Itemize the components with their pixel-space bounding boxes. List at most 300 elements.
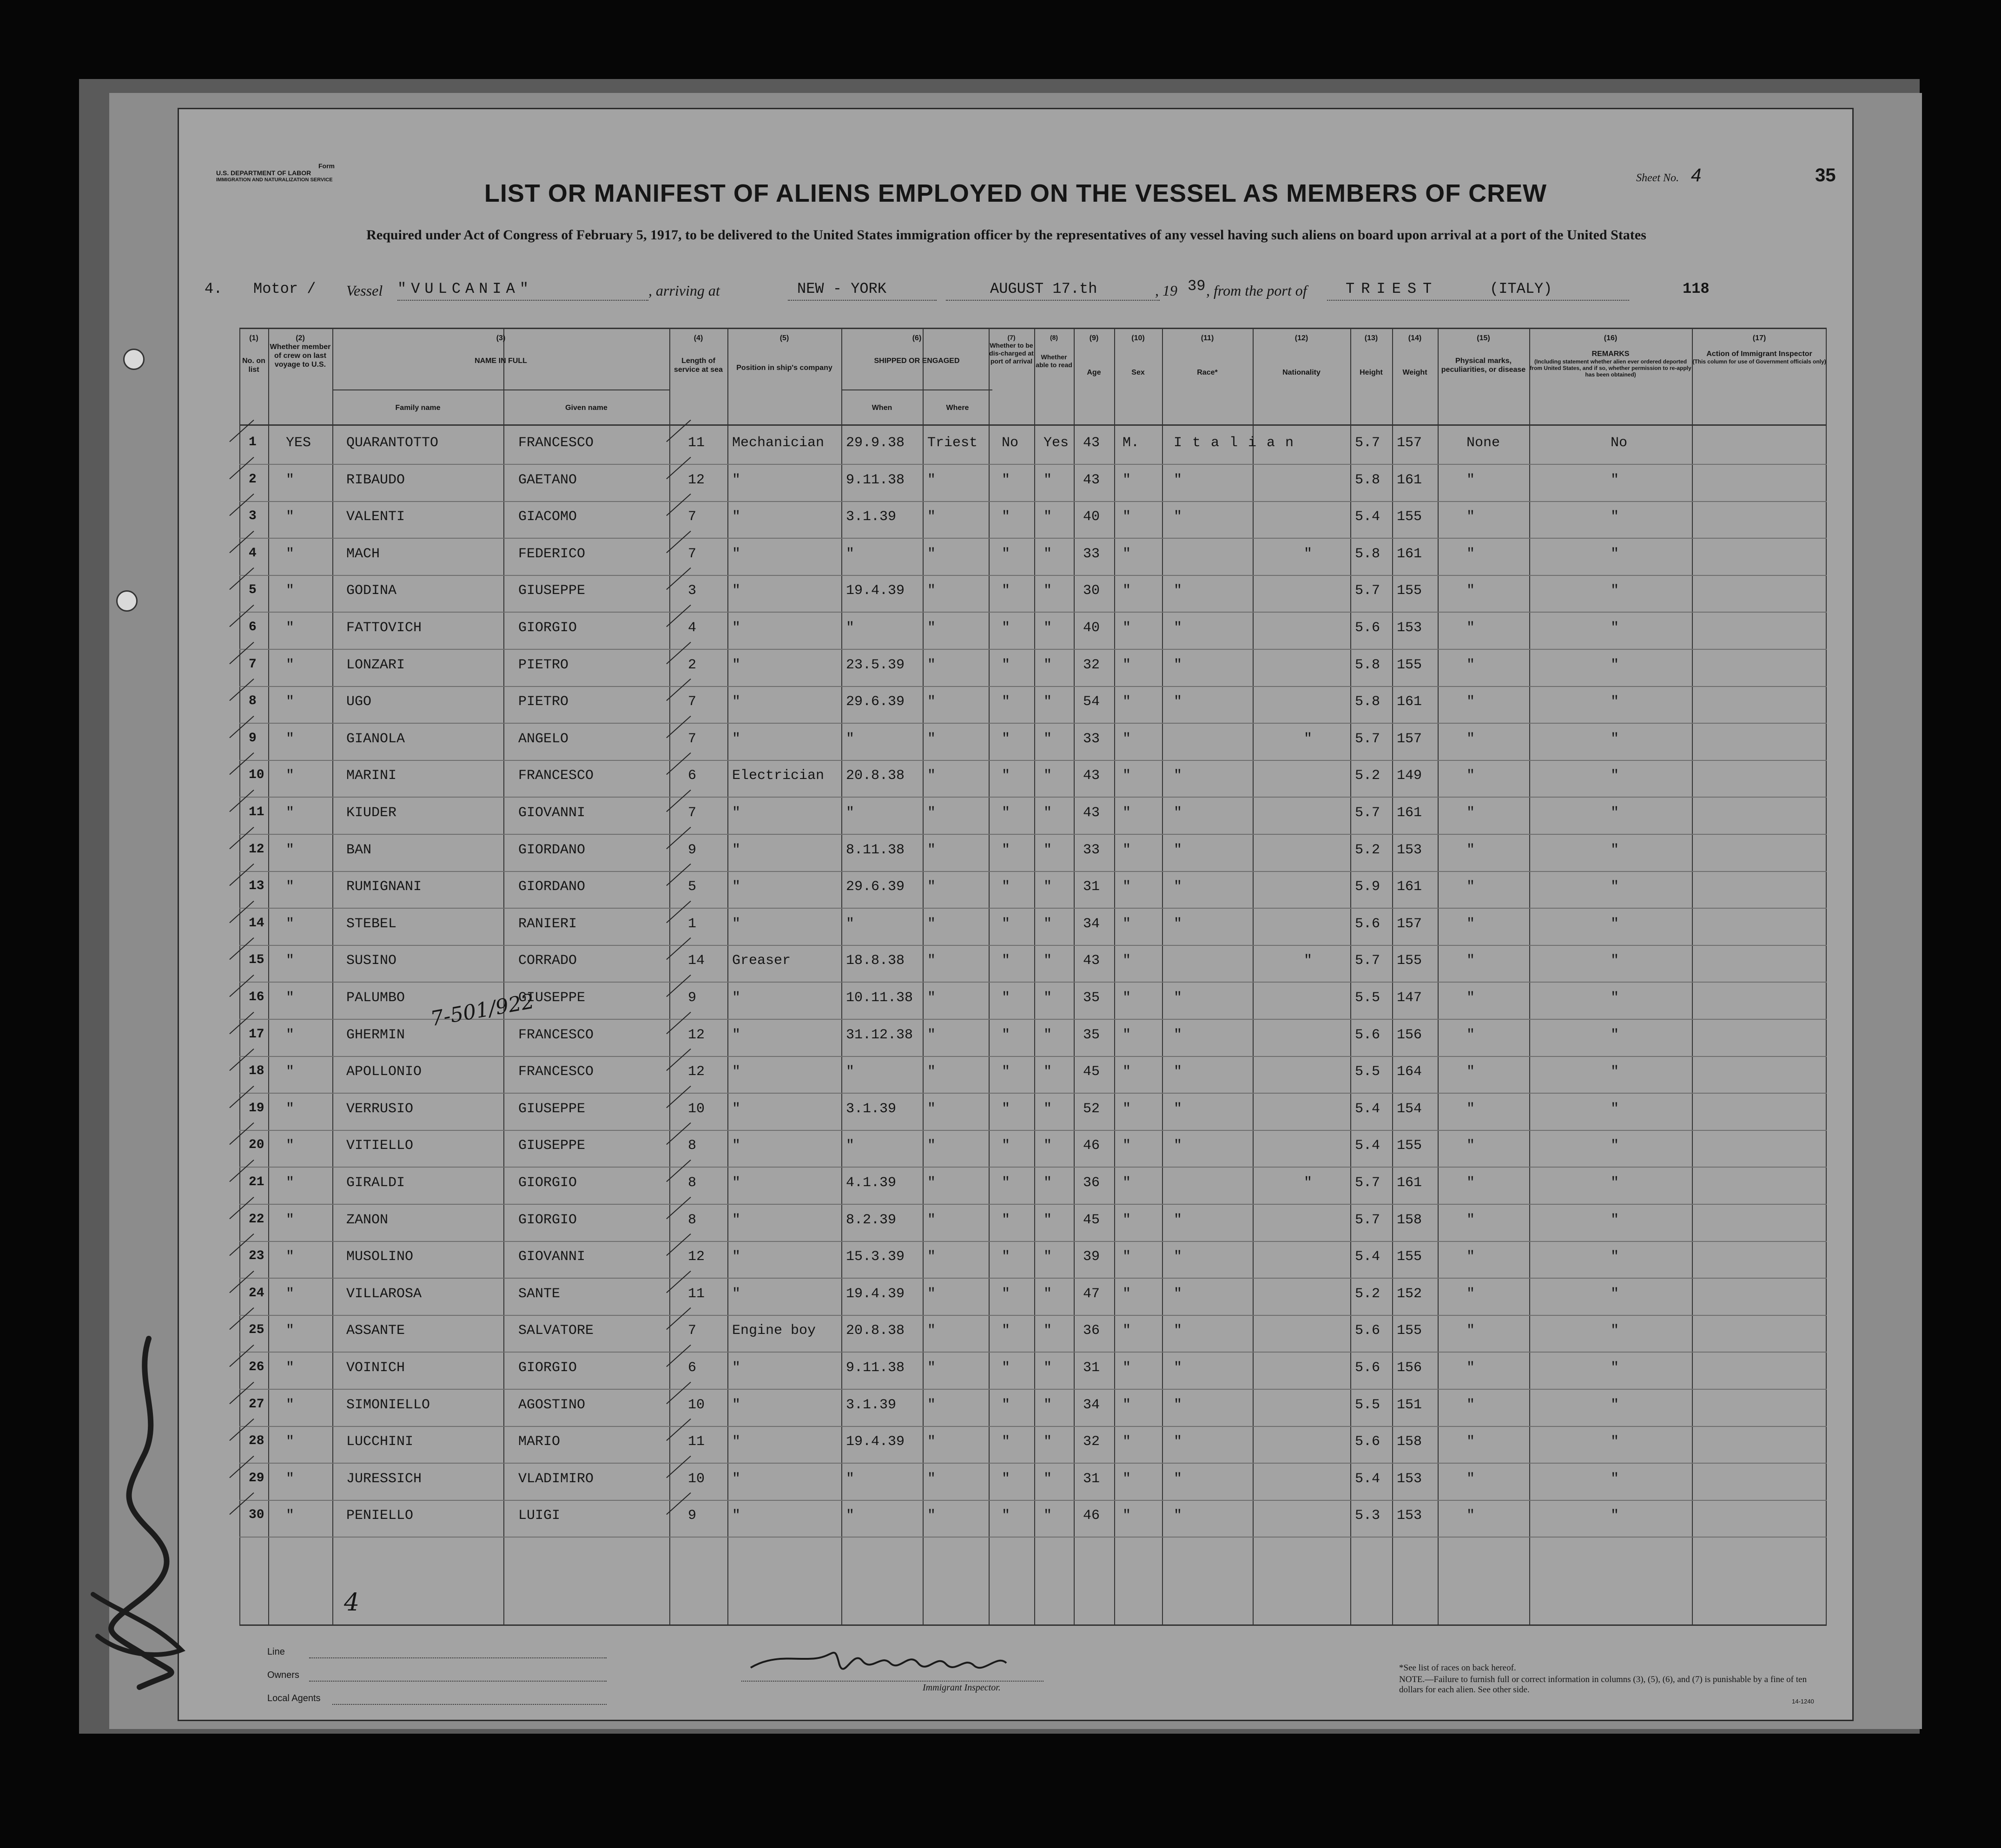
crew-row bbox=[239, 1463, 1827, 1501]
cell-given-name: SANTE bbox=[518, 1286, 561, 1302]
cell-sex: " bbox=[1123, 620, 1131, 636]
crew-row bbox=[239, 1019, 1827, 1057]
cell-discharged: " bbox=[1002, 805, 1010, 821]
cell-family-name: MUSOLINO bbox=[346, 1249, 414, 1265]
header-col12 bbox=[1253, 334, 1350, 377]
crew-row bbox=[239, 1241, 1827, 1279]
cell-service-length: 12 bbox=[688, 472, 705, 488]
cell-family-name: VERRUSIO bbox=[346, 1101, 414, 1117]
cell-able-to-read: " bbox=[1043, 1323, 1052, 1339]
cell-discharged: " bbox=[1002, 620, 1010, 636]
cell-last-voyage: " bbox=[286, 953, 295, 969]
cell-height: 5.6 bbox=[1355, 1027, 1380, 1043]
cell-age: 39 bbox=[1083, 1249, 1100, 1265]
cell-discharged: " bbox=[1002, 546, 1010, 562]
cell-sex: " bbox=[1123, 1323, 1131, 1339]
cell-physical-marks: " bbox=[1466, 1360, 1475, 1376]
cell-able-to-read: " bbox=[1043, 953, 1052, 969]
cell-service-length: 11 bbox=[688, 1286, 705, 1302]
cell-able-to-read: " bbox=[1043, 1471, 1052, 1487]
cell-physical-marks: " bbox=[1466, 1286, 1475, 1302]
cell-given-name: FEDERICO bbox=[518, 546, 586, 562]
cell-weight: 164 bbox=[1397, 1064, 1422, 1080]
arrival-year: 39 bbox=[1188, 277, 1206, 295]
cell-family-name: GODINA bbox=[346, 583, 397, 599]
cell-service-length: 9 bbox=[688, 990, 697, 1006]
cell-sex: M. bbox=[1123, 435, 1140, 451]
cell-weight: 157 bbox=[1397, 435, 1422, 451]
col6-label: SHIPPED OR ENGAGED bbox=[874, 357, 960, 365]
cell-physical-marks: " bbox=[1466, 879, 1475, 895]
cell-able-to-read: " bbox=[1043, 916, 1052, 932]
cell-weight: 155 bbox=[1397, 1323, 1422, 1339]
cell-shipped-where: " bbox=[927, 1360, 936, 1376]
cell-service-length: 7 bbox=[688, 731, 697, 747]
cell-able-to-read: " bbox=[1043, 842, 1052, 858]
cell-race: " bbox=[1174, 620, 1182, 636]
cell-shipped-where: " bbox=[927, 1471, 936, 1487]
cell-given-name: GIORGIO bbox=[518, 1175, 577, 1191]
cell-given-name: GIUSEPPE bbox=[518, 1138, 586, 1154]
cell-weight: 149 bbox=[1397, 768, 1422, 784]
cell-shipped-when: 19.4.39 bbox=[846, 583, 905, 599]
cell-given-name: GIOVANNI bbox=[518, 1249, 586, 1265]
cell-family-name: SUSINO bbox=[346, 953, 397, 969]
cell-given-name: GIORGIO bbox=[518, 1212, 577, 1228]
shipped-subheader-rule bbox=[841, 389, 992, 390]
cell-able-to-read: " bbox=[1043, 509, 1052, 525]
cell-position: " bbox=[732, 1249, 741, 1265]
cell-height: 5.8 bbox=[1355, 472, 1380, 488]
cell-height: 5.4 bbox=[1355, 1138, 1380, 1154]
cell-weight: 154 bbox=[1397, 1101, 1422, 1117]
cell-remarks: " bbox=[1611, 1212, 1619, 1228]
cell-service-length: 14 bbox=[688, 953, 705, 969]
cell-position: " bbox=[732, 1027, 741, 1043]
cell-position: Engine boy bbox=[732, 1323, 816, 1339]
cell-shipped-when: 20.8.38 bbox=[846, 1323, 905, 1339]
crew-row bbox=[239, 1314, 1827, 1353]
crew-row bbox=[239, 649, 1827, 687]
cell-discharged: " bbox=[1002, 1064, 1010, 1080]
cell-service-length: 8 bbox=[688, 1138, 697, 1154]
from-label: , from the port of bbox=[1206, 282, 1307, 299]
col16-label: REMARKS bbox=[1592, 350, 1630, 358]
cell-weight: 155 bbox=[1397, 1249, 1422, 1265]
cell-given-name: ANGELO bbox=[518, 731, 569, 747]
cell-position: " bbox=[732, 1508, 741, 1524]
cell-shipped-when: 29.6.39 bbox=[846, 694, 905, 710]
crew-row bbox=[239, 686, 1827, 724]
vessel-index: 4. bbox=[205, 280, 223, 297]
cell-row-number: 15 bbox=[249, 953, 264, 968]
header-col11 bbox=[1162, 334, 1253, 377]
cell-shipped-where: " bbox=[927, 916, 936, 932]
cell-physical-marks: " bbox=[1466, 1508, 1475, 1524]
cell-position: " bbox=[732, 509, 741, 525]
header-rule bbox=[239, 424, 1827, 426]
cell-physical-marks: " bbox=[1466, 1212, 1475, 1228]
header-col6 bbox=[841, 334, 992, 365]
arriving-label: , arriving at bbox=[648, 282, 720, 299]
cell-age: 35 bbox=[1083, 990, 1100, 1006]
col8-label: Whether able to read bbox=[1036, 353, 1072, 369]
cell-row-number: 6 bbox=[249, 620, 257, 634]
cell-last-voyage: " bbox=[286, 1138, 295, 1154]
col11-label: Race* bbox=[1197, 369, 1218, 376]
cell-last-voyage: " bbox=[286, 1027, 295, 1043]
cell-physical-marks: " bbox=[1466, 990, 1475, 1006]
cell-discharged: " bbox=[1002, 1471, 1010, 1487]
cell-row-number: 27 bbox=[249, 1397, 264, 1412]
header-col16 bbox=[1529, 334, 1692, 378]
cell-discharged: " bbox=[1002, 657, 1010, 673]
cell-position: " bbox=[732, 879, 741, 895]
cell-shipped-when: 29.9.38 bbox=[846, 435, 905, 451]
cell-sex: " bbox=[1123, 509, 1131, 525]
cell-weight: 155 bbox=[1397, 1138, 1422, 1154]
line-entry bbox=[309, 1657, 607, 1658]
col15-label: Physical marks, peculiarities, or disease bbox=[1441, 357, 1526, 374]
cell-able-to-read: " bbox=[1043, 1249, 1052, 1265]
cell-race: " bbox=[1174, 1027, 1182, 1043]
cell-shipped-when: 9.11.38 bbox=[846, 472, 905, 488]
cell-able-to-read: " bbox=[1043, 583, 1052, 599]
cell-race: " bbox=[1174, 509, 1182, 525]
cell-able-to-read: " bbox=[1043, 1064, 1052, 1080]
cell-last-voyage: YES bbox=[286, 435, 311, 451]
cell-position: " bbox=[732, 842, 741, 858]
cell-remarks: " bbox=[1611, 1323, 1619, 1339]
cell-sex: " bbox=[1123, 1175, 1131, 1191]
cell-given-name: GIOVANNI bbox=[518, 805, 586, 821]
cell-race: " bbox=[1174, 1471, 1182, 1487]
col14-num: (14) bbox=[1408, 334, 1422, 342]
cell-race: " bbox=[1174, 768, 1182, 784]
cell-shipped-where: " bbox=[927, 1212, 936, 1228]
cell-last-voyage: " bbox=[286, 509, 295, 525]
cell-family-name: VITIELLO bbox=[346, 1138, 414, 1154]
cell-height: 5.6 bbox=[1355, 1434, 1380, 1450]
cell-row-number: 29 bbox=[249, 1471, 264, 1485]
departure-port: TRIEST bbox=[1346, 280, 1439, 297]
cell-age: 30 bbox=[1083, 583, 1100, 599]
arrival-port-line bbox=[788, 300, 937, 301]
cell-given-name: LUIGI bbox=[518, 1508, 561, 1524]
cell-age: 32 bbox=[1083, 657, 1100, 673]
cell-age: 54 bbox=[1083, 694, 1100, 710]
cell-shipped-where: " bbox=[927, 1323, 936, 1339]
cell-weight: 158 bbox=[1397, 1212, 1422, 1228]
cell-family-name: JURESSICH bbox=[346, 1471, 422, 1487]
cell-position: " bbox=[732, 1434, 741, 1450]
cell-weight: 155 bbox=[1397, 953, 1422, 969]
cell-able-to-read: " bbox=[1043, 731, 1052, 747]
cell-shipped-where: " bbox=[927, 805, 936, 821]
cell-service-length: 10 bbox=[688, 1101, 705, 1117]
cell-given-name: SALVATORE bbox=[518, 1323, 594, 1339]
cell-weight: 156 bbox=[1397, 1360, 1422, 1376]
cell-row-number: 5 bbox=[249, 583, 257, 598]
cell-age: 43 bbox=[1083, 805, 1100, 821]
col10-num: (10) bbox=[1131, 334, 1145, 342]
cell-row-number: 8 bbox=[249, 694, 257, 709]
cell-race: " bbox=[1174, 1212, 1182, 1228]
cell-position: " bbox=[732, 1212, 741, 1228]
cell-height: 5.9 bbox=[1355, 879, 1380, 895]
cell-last-voyage: " bbox=[286, 1360, 295, 1376]
crew-row bbox=[239, 427, 1827, 465]
cell-nationality: " bbox=[1304, 953, 1313, 969]
cell-discharged: " bbox=[1002, 842, 1010, 858]
cell-remarks: " bbox=[1611, 1360, 1619, 1376]
crew-row bbox=[239, 1167, 1827, 1205]
cell-physical-marks: " bbox=[1466, 768, 1475, 784]
cell-last-voyage: " bbox=[286, 731, 295, 747]
cell-family-name: RIBAUDO bbox=[346, 472, 405, 488]
cell-row-number: 17 bbox=[249, 1027, 264, 1042]
col17-label: Action of Immigrant Inspector bbox=[1706, 350, 1812, 358]
cell-sex: " bbox=[1123, 657, 1131, 673]
cell-row-number: 13 bbox=[249, 879, 264, 894]
local-agents-label: Local Agents bbox=[267, 1693, 321, 1703]
cell-sex: " bbox=[1123, 879, 1131, 895]
crew-row bbox=[239, 871, 1827, 909]
cell-sex: " bbox=[1123, 1027, 1131, 1043]
cell-race: " bbox=[1174, 1101, 1182, 1117]
cell-shipped-where: " bbox=[927, 879, 936, 895]
col13-label: Height bbox=[1360, 369, 1383, 376]
header-col13 bbox=[1350, 334, 1392, 377]
cell-age: 33 bbox=[1083, 842, 1100, 858]
cell-race: " bbox=[1174, 1064, 1182, 1080]
cell-given-name: FRANCESCO bbox=[518, 1027, 594, 1043]
cell-discharged: " bbox=[1002, 916, 1010, 932]
cell-weight: 158 bbox=[1397, 1434, 1422, 1450]
vessel-line bbox=[179, 277, 1852, 304]
header-col15 bbox=[1438, 334, 1529, 374]
cell-service-length: 5 bbox=[688, 879, 697, 895]
col7-num: (7) bbox=[1007, 334, 1016, 341]
cell-family-name: APOLLONIO bbox=[346, 1064, 422, 1080]
cell-weight: 157 bbox=[1397, 731, 1422, 747]
cell-able-to-read: " bbox=[1043, 1360, 1052, 1376]
cell-last-voyage: " bbox=[286, 694, 295, 710]
cell-remarks: " bbox=[1611, 657, 1619, 673]
cell-shipped-where: " bbox=[927, 1397, 936, 1413]
cell-sex: " bbox=[1123, 1064, 1131, 1080]
cell-remarks: " bbox=[1611, 731, 1619, 747]
cell-age: 34 bbox=[1083, 916, 1100, 932]
cell-height: 5.7 bbox=[1355, 805, 1380, 821]
motor-label: Motor / bbox=[253, 280, 316, 297]
cell-given-name: GIUSEPPE bbox=[518, 1101, 586, 1117]
cell-sex: " bbox=[1123, 1138, 1131, 1154]
cell-age: 43 bbox=[1083, 472, 1100, 488]
cell-service-length: 6 bbox=[688, 1360, 697, 1376]
cell-remarks: " bbox=[1611, 509, 1619, 525]
cell-age: 31 bbox=[1083, 1360, 1100, 1376]
cell-shipped-when: 9.11.38 bbox=[846, 1360, 905, 1376]
cell-height: 5.7 bbox=[1355, 1212, 1380, 1228]
cell-shipped-when: 31.12.38 bbox=[846, 1027, 913, 1043]
cell-height: 5.7 bbox=[1355, 953, 1380, 969]
cell-discharged: " bbox=[1002, 1360, 1010, 1376]
cell-physical-marks: " bbox=[1466, 1249, 1475, 1265]
cell-row-number: 24 bbox=[249, 1286, 264, 1300]
cell-remarks: " bbox=[1611, 879, 1619, 895]
cell-height: 5.2 bbox=[1355, 842, 1380, 858]
cell-given-name: PIETRO bbox=[518, 657, 569, 673]
page-subtitle: Required under Act of Congress of February 5, 1917, to be delivered to the United States immigration officer by the representatives of any vessel having such aliens on board upon arrival at a port of the United States bbox=[366, 227, 1646, 243]
cell-sex: " bbox=[1123, 583, 1131, 599]
col12-label: Nationality bbox=[1282, 369, 1321, 376]
cell-service-length: 8 bbox=[688, 1175, 697, 1191]
cell-remarks: " bbox=[1611, 1175, 1619, 1191]
form-code: 14-1240 bbox=[1792, 1698, 1814, 1705]
cell-shipped-where: Triest bbox=[927, 435, 978, 451]
col10-label: Sex bbox=[1131, 369, 1145, 376]
cell-service-length: 10 bbox=[688, 1397, 705, 1413]
cell-discharged: " bbox=[1002, 1175, 1010, 1191]
cell-height: 5.2 bbox=[1355, 768, 1380, 784]
cell-shipped-where: " bbox=[927, 1508, 936, 1524]
cell-shipped-when: 4.1.39 bbox=[846, 1175, 897, 1191]
cell-last-voyage: " bbox=[286, 1212, 295, 1228]
cell-given-name: GIORGIO bbox=[518, 1360, 577, 1376]
cell-position: " bbox=[732, 990, 741, 1006]
col11-num: (11) bbox=[1201, 334, 1214, 342]
cell-sex: " bbox=[1123, 1212, 1131, 1228]
cell-race: " bbox=[1174, 1323, 1182, 1339]
cell-family-name: VALENTI bbox=[346, 509, 405, 525]
cell-service-length: 6 bbox=[688, 768, 697, 784]
cell-given-name: GIUSEPPE bbox=[518, 583, 586, 599]
cell-family-name: VILLAROSA bbox=[346, 1286, 422, 1302]
header-col14 bbox=[1392, 334, 1438, 377]
cell-last-voyage: " bbox=[286, 1471, 295, 1487]
header-col2 bbox=[268, 334, 332, 369]
cell-position: " bbox=[732, 546, 741, 562]
inspector-line bbox=[741, 1681, 1043, 1682]
cell-height: 5.5 bbox=[1355, 1064, 1380, 1080]
cell-sex: " bbox=[1123, 768, 1131, 784]
cell-race: " bbox=[1174, 472, 1182, 488]
cell-able-to-read: " bbox=[1043, 1212, 1052, 1228]
cell-last-voyage: " bbox=[286, 1508, 295, 1524]
cell-physical-marks: " bbox=[1466, 805, 1475, 821]
cell-height: 5.7 bbox=[1355, 435, 1380, 451]
cell-age: 33 bbox=[1083, 546, 1100, 562]
header-col8 bbox=[1034, 334, 1074, 369]
cell-sex: " bbox=[1123, 1101, 1131, 1117]
cell-position: " bbox=[732, 583, 741, 599]
cell-height: 5.7 bbox=[1355, 1175, 1380, 1191]
crew-row bbox=[239, 464, 1827, 502]
cell-shipped-when: " bbox=[846, 1471, 855, 1487]
cell-discharged: " bbox=[1002, 879, 1010, 895]
cell-sex: " bbox=[1123, 916, 1131, 932]
cell-race: " bbox=[1174, 1434, 1182, 1450]
cell-discharged: No bbox=[1002, 435, 1019, 451]
cell-able-to-read: " bbox=[1043, 1175, 1052, 1191]
cell-row-number: 22 bbox=[249, 1212, 264, 1227]
cell-height: 5.5 bbox=[1355, 1397, 1380, 1413]
cell-position: Greaser bbox=[732, 953, 791, 969]
cell-service-length: 12 bbox=[688, 1064, 705, 1080]
cell-family-name: LONZARI bbox=[346, 657, 405, 673]
crew-row bbox=[239, 538, 1827, 576]
col16-num: (16) bbox=[1604, 334, 1618, 342]
cell-physical-marks: " bbox=[1466, 731, 1475, 747]
cell-weight: 156 bbox=[1397, 1027, 1422, 1043]
cell-discharged: " bbox=[1002, 583, 1010, 599]
manifest-footer bbox=[239, 1624, 1827, 1719]
cell-weight: 161 bbox=[1397, 694, 1422, 710]
cell-age: 32 bbox=[1083, 1434, 1100, 1450]
crew-row bbox=[239, 834, 1827, 872]
cell-race: " bbox=[1174, 916, 1182, 932]
cell-race: " bbox=[1174, 1360, 1182, 1376]
cell-age: 46 bbox=[1083, 1508, 1100, 1524]
cell-shipped-when: 3.1.39 bbox=[846, 509, 897, 525]
col5-num: (5) bbox=[779, 334, 789, 342]
cell-position: " bbox=[732, 1138, 741, 1154]
cell-remarks: " bbox=[1611, 1286, 1619, 1302]
cell-weight: 147 bbox=[1397, 990, 1422, 1006]
cell-race: " bbox=[1174, 990, 1182, 1006]
cell-row-number: 1 bbox=[249, 435, 257, 449]
owners-entry bbox=[309, 1681, 607, 1682]
cell-shipped-where: " bbox=[927, 694, 936, 710]
races-note: *See list of races on back hereof. bbox=[1399, 1663, 1516, 1673]
cell-remarks: No bbox=[1611, 435, 1628, 451]
cell-height: 5.5 bbox=[1355, 990, 1380, 1006]
cell-able-to-read: " bbox=[1043, 1434, 1052, 1450]
cell-given-name: FRANCESCO bbox=[518, 435, 594, 451]
cell-family-name: STEBEL bbox=[346, 916, 397, 932]
cell-position: " bbox=[732, 916, 741, 932]
cell-physical-marks: " bbox=[1466, 1323, 1475, 1339]
header-family-name: Family name bbox=[395, 404, 441, 412]
cell-row-number: 26 bbox=[249, 1360, 264, 1374]
cell-shipped-when: " bbox=[846, 731, 855, 747]
cell-given-name: CORRADO bbox=[518, 953, 577, 969]
header-col10 bbox=[1114, 334, 1162, 377]
cell-shipped-where: " bbox=[927, 1175, 936, 1191]
cell-family-name: FATTOVICH bbox=[346, 620, 422, 636]
cell-discharged: " bbox=[1002, 1323, 1010, 1339]
cell-remarks: " bbox=[1611, 768, 1619, 784]
cell-able-to-read: " bbox=[1043, 1286, 1052, 1302]
col5-label: Position in ship's company bbox=[736, 364, 832, 372]
cell-able-to-read: " bbox=[1043, 1101, 1052, 1117]
cell-remarks: " bbox=[1611, 1138, 1619, 1154]
penalty-note: NOTE.—Failure to furnish full or correct information in columns (3), (5), (6), and (7) is punishable by a fine of ten dollars for each alien. See other side. bbox=[1399, 1675, 1807, 1695]
cell-shipped-when: 8.2.39 bbox=[846, 1212, 897, 1228]
cell-height: 5.8 bbox=[1355, 657, 1380, 673]
cell-height: 5.8 bbox=[1355, 546, 1380, 562]
cell-family-name: VOINICH bbox=[346, 1360, 405, 1376]
cell-age: 40 bbox=[1083, 509, 1100, 525]
cell-last-voyage: " bbox=[286, 1434, 295, 1450]
cell-position: " bbox=[732, 657, 741, 673]
cell-last-voyage: " bbox=[286, 805, 295, 821]
cell-remarks: " bbox=[1611, 546, 1619, 562]
cell-physical-marks: " bbox=[1466, 916, 1475, 932]
cell-service-length: 10 bbox=[688, 1471, 705, 1487]
cell-remarks: " bbox=[1611, 694, 1619, 710]
